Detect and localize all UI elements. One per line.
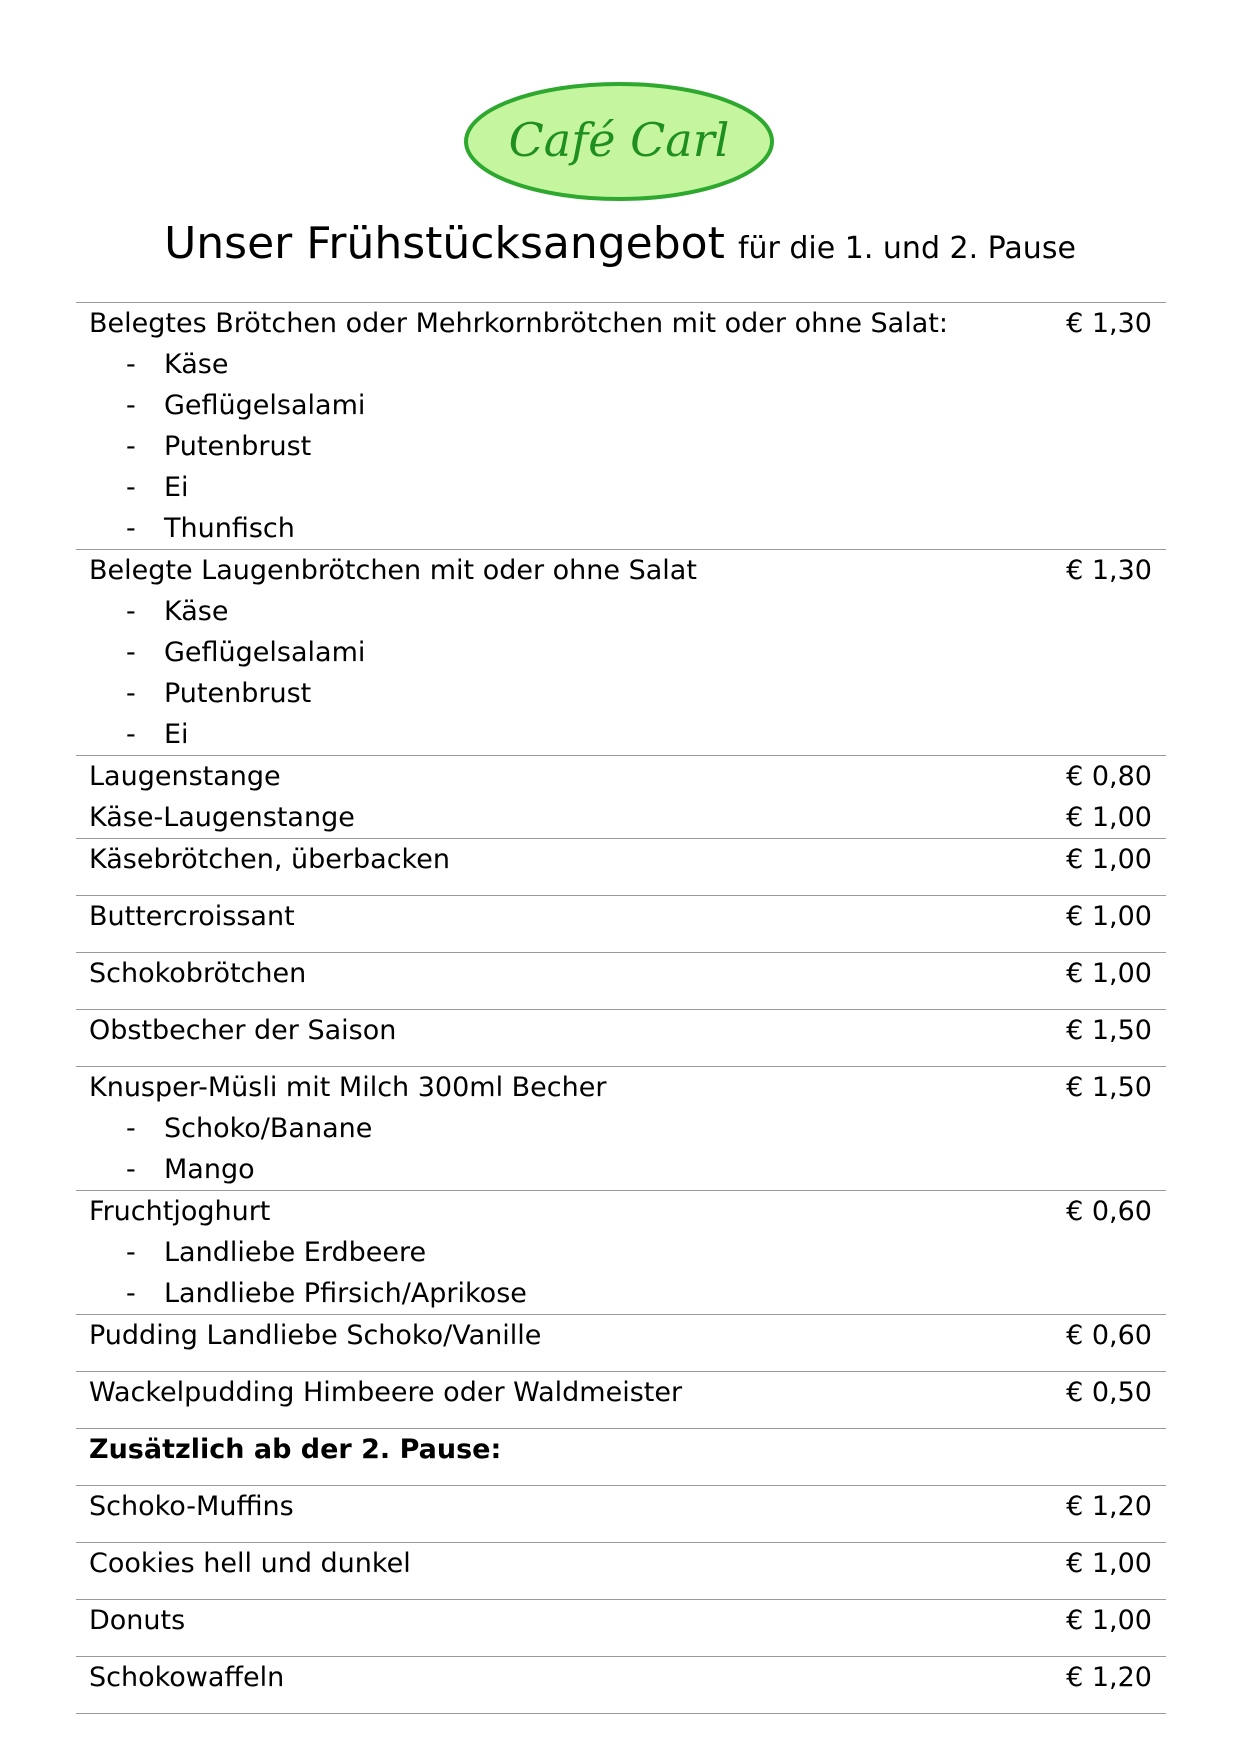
item-name: Schokowaffeln xyxy=(89,1662,285,1693)
item-price: € 0,60 xyxy=(1066,1196,1152,1227)
item-name: Obstbecher der Saison xyxy=(89,1015,397,1046)
item-name: Schokobrötchen xyxy=(89,958,307,989)
menu-row-schokobroetchen xyxy=(76,952,1166,1009)
menu-row-muffins xyxy=(76,1485,1166,1542)
option-dash: - xyxy=(126,1278,136,1309)
item-price: € 0,60 xyxy=(1066,1320,1152,1351)
item-price: € 1,00 xyxy=(1066,844,1152,875)
option-dash: - xyxy=(126,1154,136,1185)
section-label: Zusätzlich ab der 2. Pause: xyxy=(89,1434,502,1465)
option-label: Mango xyxy=(164,1154,255,1185)
option-dash: - xyxy=(126,1113,136,1144)
menu-row-buttercroissant xyxy=(76,895,1166,952)
title-sub: für die 1. und 2. Pause xyxy=(737,231,1076,266)
menu-row-fruchtjoghurt xyxy=(76,1190,1166,1314)
menu-row-obstbecher xyxy=(76,1009,1166,1066)
option-label: Landliebe Erdbeere xyxy=(164,1237,427,1268)
option-label: Thunfisch xyxy=(164,513,295,544)
item-price: € 1,00 xyxy=(1066,1548,1152,1579)
option-label: Landliebe Pfirsich/Aprikose xyxy=(164,1278,527,1309)
option-dash: - xyxy=(126,1237,136,1268)
item-name: Käsebrötchen, überbacken xyxy=(89,844,450,875)
item-price: € 0,50 xyxy=(1066,1377,1152,1408)
item-price: € 1,50 xyxy=(1066,1015,1152,1046)
menu-row-muesli xyxy=(76,1066,1166,1190)
option-dash: - xyxy=(126,431,136,462)
option-label: Ei xyxy=(164,472,189,503)
option-dash: - xyxy=(126,390,136,421)
option-dash: - xyxy=(126,596,136,627)
item-name: Fruchtjoghurt xyxy=(89,1196,271,1227)
option-dash: - xyxy=(126,513,136,544)
item-price: € 1,30 xyxy=(1066,308,1152,339)
option-dash: - xyxy=(126,349,136,380)
option-label: Käse xyxy=(164,596,229,627)
menu-row-laugenstange xyxy=(76,755,1166,838)
item-name: Cookies hell und dunkel xyxy=(89,1548,411,1579)
item-name: Pudding Landliebe Schoko/Vanille xyxy=(89,1320,542,1351)
item-price: € 1,50 xyxy=(1066,1072,1152,1103)
item-name: Belegte Laugenbrötchen mit oder ohne Salat xyxy=(89,555,697,586)
option-label: Schoko/Banane xyxy=(164,1113,373,1144)
option-label: Geflügelsalami xyxy=(164,637,366,668)
item-name: Wackelpudding Himbeere oder Waldmeister xyxy=(89,1377,683,1408)
menu-table xyxy=(76,302,1166,1714)
option-label: Putenbrust xyxy=(164,431,312,462)
option-dash: - xyxy=(126,472,136,503)
option-label: Geflügelsalami xyxy=(164,390,366,421)
menu-row-schokowaffeln xyxy=(76,1656,1166,1714)
item-name: Knusper-Müsli mit Milch 300ml Becher xyxy=(89,1072,607,1103)
item-name: Käse-Laugenstange xyxy=(89,802,355,833)
title-main: Unser Frühstücksangebot xyxy=(164,218,725,269)
menu-row-kaesebroetchen xyxy=(76,838,1166,895)
option-label: Putenbrust xyxy=(164,678,312,709)
menu-row-pudding xyxy=(76,1314,1166,1371)
item-name: Buttercroissant xyxy=(89,901,295,932)
option-dash: - xyxy=(126,678,136,709)
option-dash: - xyxy=(126,637,136,668)
menu-row-wackelpudding xyxy=(76,1371,1166,1428)
item-name: Schoko-Muffins xyxy=(89,1491,294,1522)
option-dash: - xyxy=(126,719,136,750)
page-title xyxy=(0,218,1240,269)
item-price: € 1,00 xyxy=(1066,802,1152,833)
item-price: € 0,80 xyxy=(1066,761,1152,792)
menu-row-belegtes-broetchen xyxy=(76,302,1166,549)
item-name: Laugenstange xyxy=(89,761,281,792)
menu-row-cookies xyxy=(76,1542,1166,1599)
item-price: € 1,20 xyxy=(1066,1491,1152,1522)
item-price: € 1,00 xyxy=(1066,1605,1152,1636)
item-price: € 1,00 xyxy=(1066,958,1152,989)
option-label: Ei xyxy=(164,719,189,750)
option-label: Käse xyxy=(164,349,229,380)
cafe-carl-logo xyxy=(463,81,775,202)
menu-row-laugenbroetchen xyxy=(76,549,1166,755)
item-price: € 1,20 xyxy=(1066,1662,1152,1693)
item-name: Donuts xyxy=(89,1605,186,1636)
item-name: Belegtes Brötchen oder Mehrkornbrötchen mit oder ohne Salat: xyxy=(89,308,948,339)
item-price: € 1,00 xyxy=(1066,901,1152,932)
menu-row-donuts xyxy=(76,1599,1166,1656)
section-heading-2-pause xyxy=(76,1428,1166,1485)
item-price: € 1,30 xyxy=(1066,555,1152,586)
logo-text: Café Carl xyxy=(508,113,730,167)
